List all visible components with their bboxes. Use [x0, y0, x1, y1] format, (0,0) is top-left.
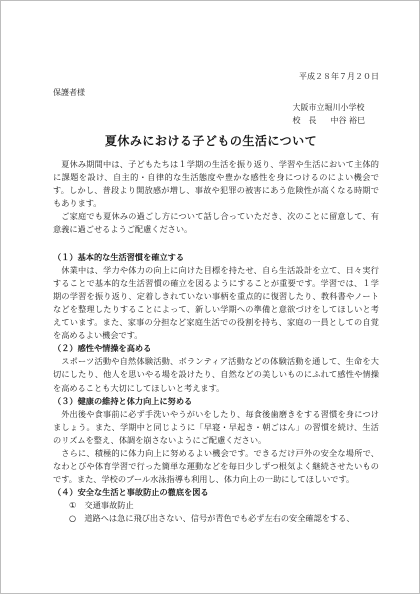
section-3-heading: （３）健康の維持と体力向上に努める: [53, 395, 193, 406]
section-3-body-1: 外出後や食事前に必ず手洗いやうがいをしたり、毎食後歯磨きをする習慣を身につけましょう。また、学期中と同じように「早寝・早起き・朝ごはん」の習慣を続け、生活のリズムを整え、体調を崩さないようにご配慮ください。: [53, 408, 379, 445]
section-4-heading: （４）安全な生活と事故防止の徹底を図る: [53, 487, 209, 498]
document-body: [53, 158, 379, 526]
principal-name: 中谷 裕巳: [330, 116, 365, 125]
principal-line: [292, 114, 379, 127]
document-date: 平成２８年７月２０日: [299, 72, 379, 81]
document-title: 夏休みにおける子どもの生活について: [104, 134, 318, 148]
section-4-item-2: ○ 道路へは急に飛び出さない、信号が青色でも必ず左右の安全確認をする、: [69, 513, 355, 524]
section-2-body: スポーツ活動や自然体験活動、ボランティア活動などの体験活動を通して、生命を大切にしたり、他人を思いやる場を設けたり、自然などの美しいものにふれて感性や情操を高めることも大切にしてほしいと考えます。: [53, 356, 379, 393]
principal-title: 校 長: [292, 116, 317, 125]
intro-paragraph-1: 夏休み期間中は、子どもたちは１学期の生活を振り返り、学習や生活において主体的に課題を設け、自主的・自律的な生活態度や豊かな感性を身につけるのによい機会です。しかし、普段より開放感が増し、事故や犯罪の被害にあう危険性が高くなる時期でもあります。: [53, 159, 379, 209]
section-1-body: 休業中は、学力や体力の向上に向けた目標を持たせ、自ら生活設計を立て、日々実行することで基本的な生活習慣の確立を図るようにすることが重要です。学習では、１学期の学習を振り返り、定着しきれていない事柄を重点的に復習したり、教科書やノートなどを整理したりすることによって、新しい学期への準備と意欲づけをしてほしいと考えています。また、家事の分担など家庭生活での役割を持ち、家庭の一員としての自覚を高めるよい機会です。: [53, 264, 379, 341]
intro-paragraph-2: ご家庭でも夏休みの過ごし方について話し合っていただき、次のことに留意して、有意義に過ごせるようご配慮ください。: [53, 211, 379, 235]
spacer: [53, 237, 379, 251]
sender-block: [292, 101, 379, 127]
school-name: 大阪市立堀川小学校: [292, 103, 365, 112]
section-2-heading: （２）感性や情操を高める: [53, 343, 152, 354]
section-1-heading: （１）基本的な生活習慣を確立する: [53, 251, 185, 262]
section-4-item-1: ① 交通事故防止: [69, 500, 134, 511]
section-3-body-2: さらに、積極的に体力向上に努めるよい機会です。できるだけ戸外の安全な場所で、なわとびや体育学習で行った簡単な運動などを毎日少しずつ根気よく継続させたいものです。また、学校のプール水泳指導も利用し、体力向上の一助にしてほしいです。: [53, 447, 379, 485]
recipient: 保護者様: [53, 88, 85, 97]
